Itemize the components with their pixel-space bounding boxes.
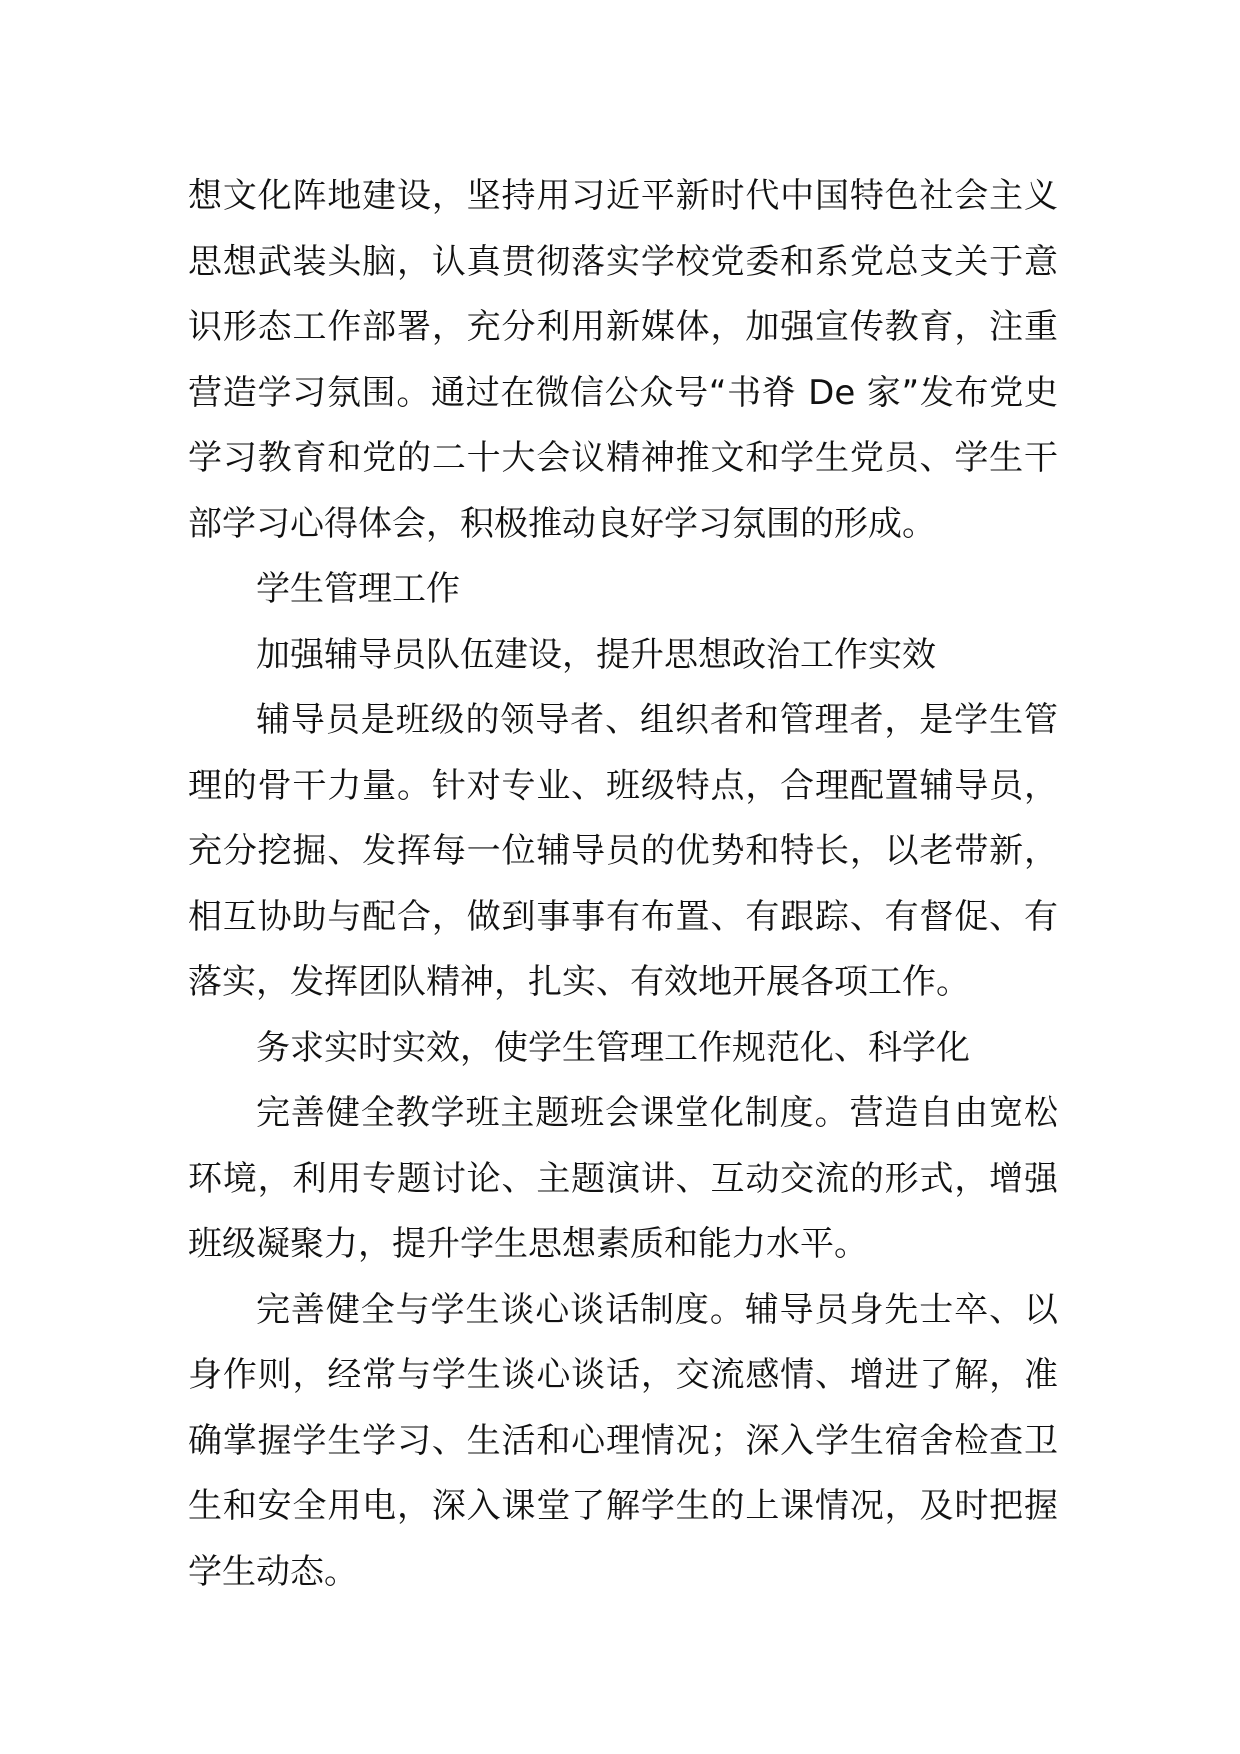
document-body (188, 164, 1058, 1605)
paragraph-heart-to-heart-talk-system: 完善健全与学生谈心谈话制度。辅导员身先士卒、以身作则，经常与学生谈心谈话，交流感情、增进了解，准确掌握学生学习、生活和心理情况；深入学生宿舍检查卫生和安全用电，深入课堂了解学生的上课情况，及时把握学生动态。 (188, 1289, 1058, 1592)
paragraph-counselor-role: 辅导员是班级的领导者、组织者和管理者，是学生管理的骨干力量。针对专业、班级特点，合理配置辅导员，充分挖掘、发挥每一位辅导员的优势和特长，以老带新，相互协助与配合，做到事事有布置、有跟踪、有督促、有落实，发挥团队精神，扎实、有效地开展各项工作。 (188, 700, 1058, 1002)
subheading-counselor-team: 加强辅导员队伍建设，提升思想政治工作实效 (256, 634, 936, 675)
subheading-standardization: 务求实时实效，使学生管理工作规范化、科学化 (256, 1027, 970, 1068)
paragraph-ideology-work: 想文化阵地建设，坚持用习近平新时代中国特色社会主义思想武装头脑，认真贯彻落实学校党委和系党总支关于意识形态工作部署，充分利用新媒体，加强宣传教育，注重营造学习氛围。通过在微信公众号“书脊 De 家”发布党史学习教育和党的二十大会议精神推文和学生党员、学生干部学习心得体会，积极推动良好学习氛围的形成。 (188, 176, 1058, 544)
paragraph-class-meeting-system: 完善健全教学班主题班会课堂化制度。营造自由宽松环境，利用专题讨论、主题演讲、互动交流的形式，增强班级凝聚力，提升学生思想素质和能力水平。 (188, 1093, 1058, 1264)
heading-student-management: 学生管理工作 (256, 569, 460, 609)
